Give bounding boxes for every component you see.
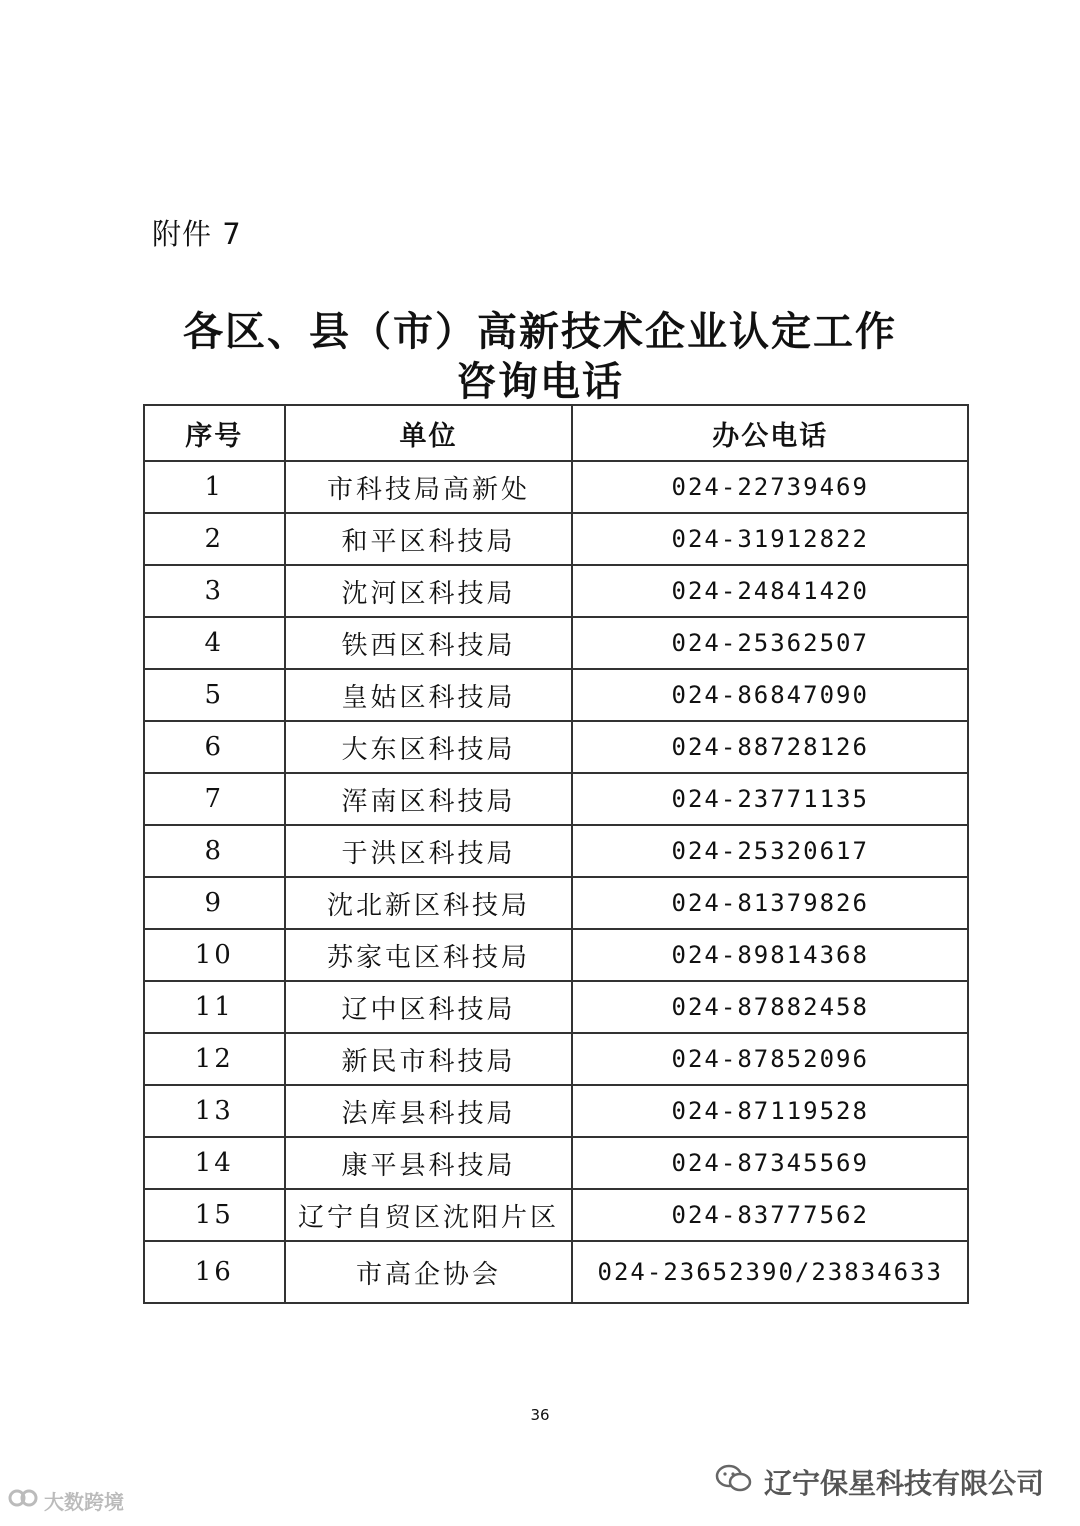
document-title-line1: 各区、县（市）高新技术企业认定工作 [183, 308, 897, 355]
row-unit-cell: 皇姑区科技局 [285, 669, 573, 721]
row-unit-cell: 法库县科技局 [285, 1085, 573, 1137]
table-row [144, 877, 968, 929]
row-number-cell: 8 [144, 825, 285, 877]
row-number-cell: 1 [144, 461, 285, 513]
row-unit-cell: 和平区科技局 [285, 513, 573, 565]
row-phone-cell: 024-23652390/23834633 [572, 1241, 968, 1303]
row-phone-cell: 024-88728126 [572, 721, 968, 773]
row-number-cell: 10 [144, 929, 285, 981]
watermark-right [714, 1462, 1044, 1502]
table-row [144, 1137, 968, 1189]
row-phone-cell: 024-22739469 [572, 461, 968, 513]
row-number-cell: 6 [144, 721, 285, 773]
row-phone-cell: 024-25362507 [572, 617, 968, 669]
row-unit-cell: 沈河区科技局 [285, 565, 573, 617]
row-unit-cell: 辽中区科技局 [285, 981, 573, 1033]
row-unit-cell: 于洪区科技局 [285, 825, 573, 877]
row-number-cell: 7 [144, 773, 285, 825]
document-title-line2: 咨询电话 [456, 358, 624, 405]
row-phone-cell: 024-87345569 [572, 1137, 968, 1189]
row-unit-cell: 苏家屯区科技局 [285, 929, 573, 981]
watermark-left [8, 1486, 124, 1515]
row-phone-cell: 024-31912822 [572, 513, 968, 565]
watermark-left-text: 大数跨境 [44, 1490, 124, 1514]
attachment-label: 附件 7 [152, 217, 242, 251]
table-row [144, 513, 968, 565]
row-phone-cell: 024-87882458 [572, 981, 968, 1033]
row-number-cell: 11 [144, 981, 285, 1033]
row-phone-cell: 024-23771135 [572, 773, 968, 825]
contact-table [143, 404, 969, 1304]
row-number-cell: 12 [144, 1033, 285, 1085]
table-header-row [144, 405, 968, 461]
table-row [144, 825, 968, 877]
row-number-cell: 15 [144, 1189, 285, 1241]
row-phone-cell: 024-87119528 [572, 1085, 968, 1137]
table-row [144, 461, 968, 513]
row-number-cell: 3 [144, 565, 285, 617]
table-row [144, 617, 968, 669]
table-row [144, 1189, 968, 1241]
table-row [144, 669, 968, 721]
row-unit-cell: 市科技局高新处 [285, 461, 573, 513]
row-unit-cell: 辽宁自贸区沈阳片区 [285, 1189, 573, 1241]
wechat-icon [714, 1463, 754, 1502]
row-phone-cell: 024-83777562 [572, 1189, 968, 1241]
row-number-cell: 9 [144, 877, 285, 929]
header-unit: 单位 [285, 405, 573, 461]
row-unit-cell: 大东区科技局 [285, 721, 573, 773]
row-unit-cell: 沈北新区科技局 [285, 877, 573, 929]
row-number-cell: 4 [144, 617, 285, 669]
row-phone-cell: 024-89814368 [572, 929, 968, 981]
table-row [144, 1241, 968, 1303]
header-number: 序号 [144, 405, 285, 461]
table-row [144, 1033, 968, 1085]
row-unit-cell: 浑南区科技局 [285, 773, 573, 825]
row-number-cell: 14 [144, 1137, 285, 1189]
table-row [144, 929, 968, 981]
table-row [144, 773, 968, 825]
page-number: 36 [530, 1406, 550, 1424]
table-row [144, 565, 968, 617]
table-row [144, 1085, 968, 1137]
row-number-cell: 16 [144, 1241, 285, 1303]
header-phone: 办公电话 [572, 405, 968, 461]
row-unit-cell: 铁西区科技局 [285, 617, 573, 669]
row-number-cell: 5 [144, 669, 285, 721]
row-phone-cell: 024-24841420 [572, 565, 968, 617]
row-phone-cell: 024-86847090 [572, 669, 968, 721]
row-number-cell: 2 [144, 513, 285, 565]
row-phone-cell: 024-87852096 [572, 1033, 968, 1085]
watermark-logo-icon [8, 1487, 38, 1514]
watermark-right-text: 辽宁保星科技有限公司 [763, 1467, 1044, 1500]
row-unit-cell: 新民市科技局 [285, 1033, 573, 1085]
row-phone-cell: 024-81379826 [572, 877, 968, 929]
row-number-cell: 13 [144, 1085, 285, 1137]
row-unit-cell: 康平县科技局 [285, 1137, 573, 1189]
row-phone-cell: 024-25320617 [572, 825, 968, 877]
table-row [144, 721, 968, 773]
row-unit-cell: 市高企协会 [285, 1241, 573, 1303]
table-row [144, 981, 968, 1033]
